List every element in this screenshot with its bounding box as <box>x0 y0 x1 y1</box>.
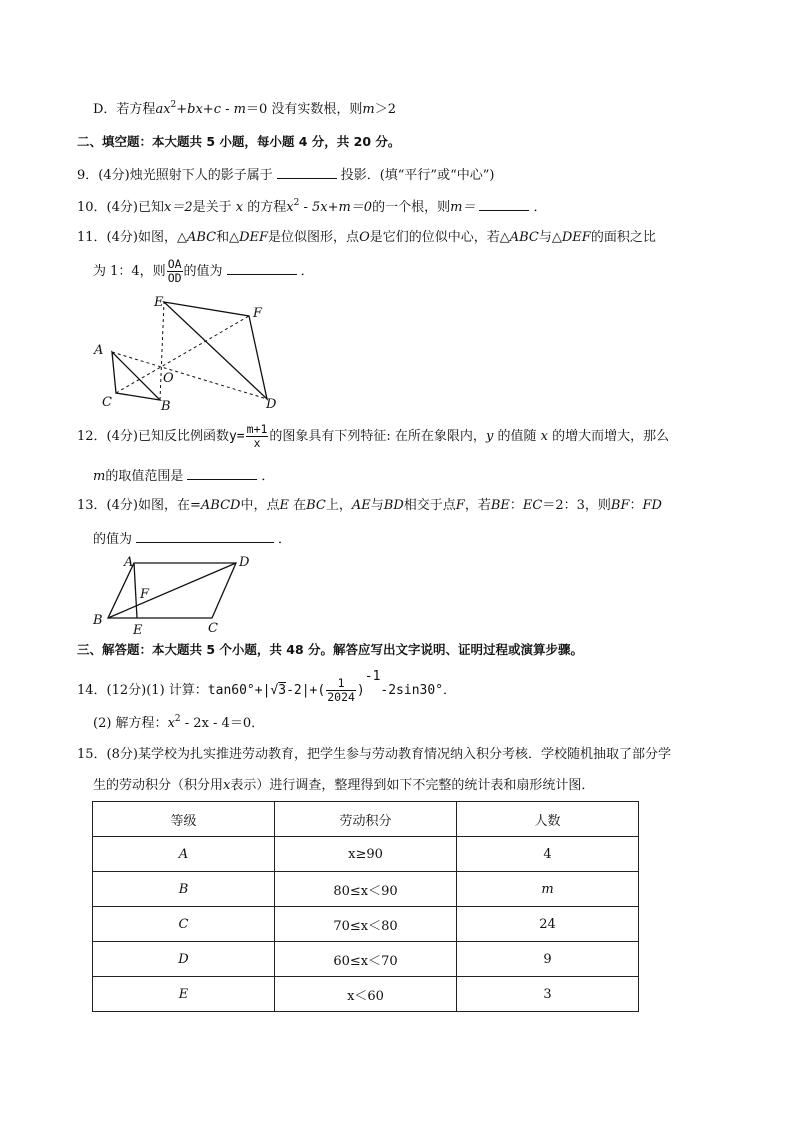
q14-frac-num: 1 <box>326 677 356 691</box>
q11-l1a: 如图，△ <box>137 230 187 245</box>
label-d: D <box>266 397 277 412</box>
q11-l1b: 和△ <box>216 230 240 245</box>
q14-frac-den: 2024 <box>327 690 355 704</box>
q9-number: 9．(4分) <box>77 168 130 183</box>
q13-e: E <box>279 498 289 513</box>
q13-number: 13．(4分) <box>77 498 138 513</box>
q10-text-d: 的一个根，则 <box>372 200 451 215</box>
question-13-line2 <box>93 528 291 550</box>
q13-be: BE <box>490 498 510 513</box>
q13-a: 如图，在 <box>137 498 190 513</box>
label-c: C <box>102 395 112 410</box>
q10-eq-sup: 2 <box>293 198 300 208</box>
q12-b: 的图象具有下列特征: 在所在象限内， <box>269 429 486 444</box>
cell-count: 3 <box>457 977 639 1012</box>
cell-count: m <box>457 872 639 907</box>
header-count: 人数 <box>457 802 639 837</box>
q13-fd: FD <box>642 498 662 513</box>
q12-xv: x <box>540 429 548 444</box>
table-row <box>93 977 639 1012</box>
q13-colon2: ： <box>629 498 643 513</box>
q11-l1f: 的面积之比 <box>590 230 656 245</box>
q10-x: x <box>235 200 244 215</box>
cell-grade: A <box>93 837 275 872</box>
q11-def2: DEF <box>561 230 591 245</box>
q12-c: 的值随 <box>497 429 537 444</box>
label-f2: F <box>140 587 150 602</box>
section-3-heading: 三、解答题：本大题共 5 个小题，共 48 分。解答应写出文字说明、证明过程或演算步骤。 <box>77 642 584 657</box>
diagonal-bd <box>108 563 236 618</box>
q8d-expr: ax <box>155 102 171 117</box>
segment-ae <box>134 563 137 618</box>
label-e2: E <box>133 623 143 638</box>
q14-fraction <box>326 677 356 704</box>
q12-m: m <box>93 469 106 484</box>
q10-eq-b: - 5x+m＝0 <box>299 200 373 215</box>
q10-text-b: 是关于 <box>192 200 232 215</box>
q11-def: DEF <box>239 230 269 245</box>
q14-dot: ． <box>443 683 457 698</box>
q14-tan: tan60° <box>207 683 255 698</box>
q14-p1: (1) 计算： <box>146 683 208 698</box>
q8d-var: m <box>362 102 375 117</box>
q8d-suffix: ＝0 没有实数根，则 <box>245 102 363 117</box>
q9-text: 烛光照射下人的影子属于 <box>129 168 273 183</box>
q11-abc2: ABC <box>509 230 539 245</box>
q11-l1d: 是它们的位似中心，若△ <box>369 230 510 245</box>
q15-l2a: 生的劳动积分（积分用 <box>93 778 224 793</box>
q10-text-c: 的方程 <box>247 200 287 215</box>
cell-grade: C <box>93 907 275 942</box>
figure-parallelogram <box>88 552 268 638</box>
question-12-line1 <box>77 422 669 452</box>
label-c2: C <box>208 621 218 636</box>
q11-o: O <box>359 230 370 245</box>
label-a: A <box>94 343 104 358</box>
question-11-line1 <box>77 228 656 248</box>
q13-colon1: ： <box>509 498 523 513</box>
q14-eq-sup: 2 <box>174 714 181 724</box>
cell-count: 4 <box>457 837 639 872</box>
cell-range: x＜60 <box>275 977 457 1012</box>
q13-h: ＝2：3，则 <box>542 498 611 513</box>
question-13-line1 <box>77 496 662 516</box>
q13-fv: F <box>455 498 465 513</box>
label-b: B <box>161 399 171 414</box>
question-12-line2 <box>93 465 274 487</box>
q8d-sup: 2 <box>170 100 177 110</box>
q11-l1e: 与△ <box>538 230 562 245</box>
q14-sin: -2sin30° <box>380 683 444 698</box>
q15-number: 15．(8分) <box>77 747 138 762</box>
q13-b: 中，点 <box>240 498 280 513</box>
cell-range: x≥90 <box>275 837 457 872</box>
triangle-def <box>164 302 267 399</box>
header-score: 劳动积分 <box>275 802 457 837</box>
table-row <box>93 872 639 907</box>
q8d-expr2: +bx+c - m <box>176 102 246 117</box>
q12-y: y= <box>228 429 245 444</box>
label-a2: A <box>124 555 134 570</box>
q14-eq-b: - 2x - 4＝0． <box>180 716 265 731</box>
q10-tail: ． <box>533 200 547 215</box>
table-row <box>93 942 639 977</box>
q14-exp: -1 <box>364 669 381 684</box>
q13-para: = <box>189 498 201 513</box>
cell-range: 60≤x＜70 <box>275 942 457 977</box>
q12-answer-blank[interactable] <box>187 465 257 480</box>
q13-ae: AE <box>351 498 371 513</box>
q14-p2: (2) 解方程： <box>93 716 168 731</box>
q11-l1c: 是位似图形，点 <box>268 230 360 245</box>
q11-fraction <box>167 258 183 285</box>
label-b2: B <box>93 613 103 628</box>
label-e: E <box>154 295 164 310</box>
cell-grade: E <box>93 977 275 1012</box>
q10-x-eq: x＝2 <box>163 200 193 215</box>
q13-g: ，若 <box>464 498 491 513</box>
q13-answer-blank[interactable] <box>136 528 274 543</box>
q10-eq-a: x <box>286 200 294 215</box>
question-15-line2 <box>93 776 594 796</box>
q10-m-eq: m＝ <box>450 200 476 215</box>
q12-frac-den: x <box>253 436 261 450</box>
cell-range: 80≤x＜90 <box>275 872 457 907</box>
question-14-part1 <box>77 669 457 707</box>
q13-bf: BF <box>610 498 630 513</box>
q13-bd: BD <box>383 498 404 513</box>
q12-tail: ． <box>261 469 275 484</box>
q12-a: 已知反比例函数 <box>137 429 229 444</box>
q13-tail: ． <box>278 532 292 547</box>
q13-bc: BC <box>306 498 326 513</box>
q12-number: 12．(4分) <box>77 429 138 444</box>
q10-answer-blank[interactable] <box>479 196 529 211</box>
q13-e2: 与 <box>370 498 384 513</box>
q10-number: 10．(4分) <box>77 200 138 215</box>
q9-answer-blank[interactable] <box>277 164 337 179</box>
figure-homothety <box>86 292 286 417</box>
q12-line2: 的取值范围是 <box>105 469 184 484</box>
q11-number: 11．(4分) <box>77 230 138 245</box>
label-o: O <box>163 371 174 386</box>
grade-table <box>92 801 639 1012</box>
q14-number: 14．(12分) <box>77 683 147 698</box>
label-f: F <box>253 306 263 321</box>
q11-answer-blank[interactable] <box>227 260 297 275</box>
q14-sqrt: √ <box>270 683 279 698</box>
q11-l2b: 的值为 <box>183 264 223 279</box>
q13-f: 相交于点 <box>403 498 456 513</box>
q12-yv: y <box>485 429 494 444</box>
q13-line2: 的值为 <box>93 532 133 547</box>
q13-abcd: ABCD <box>200 498 241 513</box>
q9-tail: 投影．(填“平行”或“中心”) <box>340 168 495 183</box>
q11-frac-num: OA <box>167 257 182 271</box>
question-10 <box>77 196 546 218</box>
q11-abc: ABC <box>186 230 217 245</box>
q13-ec: EC <box>522 498 543 513</box>
q8-option-d <box>93 100 396 120</box>
q14-eq-a: x <box>167 716 175 731</box>
q13-c: 在 <box>293 498 307 513</box>
header-grade: 等级 <box>93 802 275 837</box>
q15-l2b: 表示）进行调查，整理得到如下不完整的统计表和扇形统计图． <box>230 778 595 793</box>
label-d2: D <box>239 555 250 570</box>
cell-grade: D <box>93 942 275 977</box>
question-15-line1 <box>77 745 671 765</box>
q15-line1: 某学校为扎实推进劳动教育，把学生参与劳动教育情况纳入积分考核．学校随机抽取了部分学 <box>137 747 671 762</box>
q14-minus2: -2|+( <box>286 683 326 698</box>
q15-x: x <box>223 778 231 793</box>
q12-fraction <box>246 423 269 450</box>
q14-plus1: +| <box>254 683 271 698</box>
table-row <box>93 907 639 942</box>
table-row <box>93 837 639 872</box>
question-11-line2 <box>93 257 314 287</box>
line-cf <box>116 316 249 393</box>
q12-d: 的增大而增大，那么 <box>552 429 670 444</box>
q14-rad: 3 <box>278 683 287 698</box>
q11-frac-den: OD <box>167 271 182 285</box>
q13-d: 上， <box>325 498 352 513</box>
cell-count: 9 <box>457 942 639 977</box>
section-2-heading: 二、填空题：本大题共 5 小题，每小题 4 分，共 20 分。 <box>77 134 401 149</box>
cell-count: 24 <box>457 907 639 942</box>
q8d-prefix: D．若方程 <box>93 102 156 117</box>
question-14-part2 <box>93 714 264 734</box>
q11-tail: ． <box>300 264 314 279</box>
cell-range: 70≤x＜80 <box>275 907 457 942</box>
question-9 <box>77 164 494 186</box>
cell-grade: B <box>93 872 275 907</box>
table-header-row <box>93 802 639 837</box>
q12-frac-num: m+1 <box>246 422 268 436</box>
q14-close: ) <box>356 683 365 698</box>
q10-text-a: 已知 <box>137 200 164 215</box>
q11-l2a: 为 1：4，则 <box>93 264 166 279</box>
q8d-cond: ＞2 <box>374 102 396 117</box>
